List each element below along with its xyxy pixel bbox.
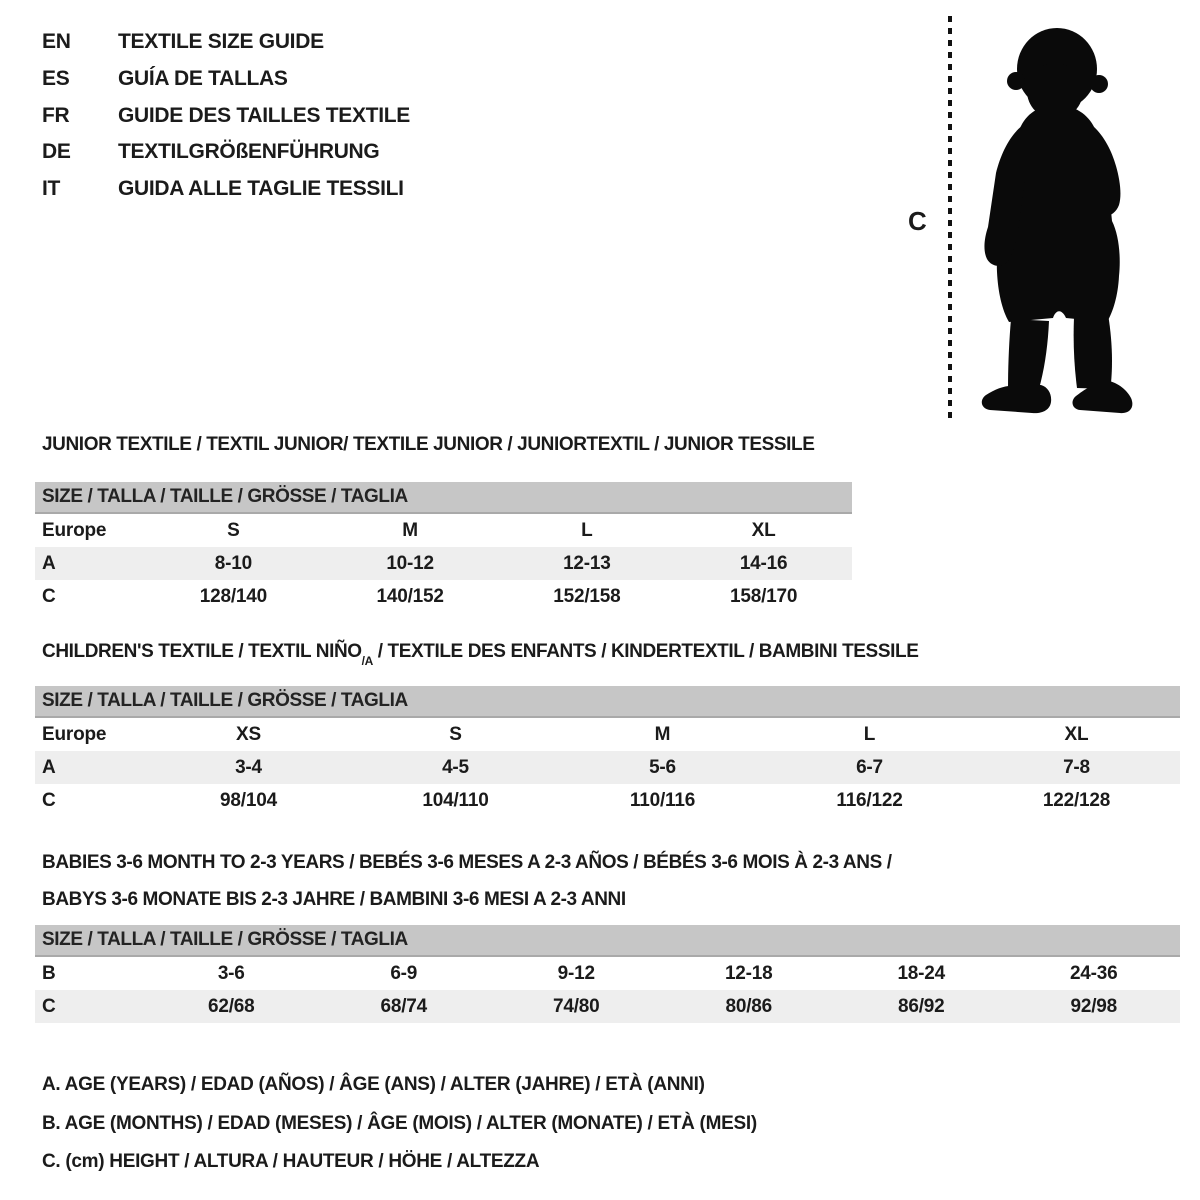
measurement-legend — [42, 1066, 757, 1182]
table-row-height-cm — [35, 784, 1180, 817]
age-cell: 14-16 — [739, 553, 788, 574]
age-cell: 3-6 — [217, 963, 245, 984]
babies-title-line2: BABYS 3-6 MONATE BIS 2-3 JAHRE / BAMBINI 3-6 MESI A 2-3 ANNI — [42, 888, 626, 910]
height-measure-label: C — [908, 206, 927, 236]
junior-section-title: JUNIOR TEXTILE / TEXTIL JUNIOR/ TEXTILE JUNIOR / JUNIORTEXTIL / JUNIOR TESSILE — [42, 434, 815, 455]
height-cell: 152/158 — [553, 586, 621, 607]
lang-code: EN — [42, 30, 71, 53]
language-title-list — [42, 24, 410, 208]
children-size-table — [35, 686, 1180, 817]
lang-code: FR — [42, 103, 70, 127]
legend-age-months: B. AGE (MONTHS) / EDAD (MESES) / ÂGE (MOIS) / ALTER (MONATE) / ETÀ (MESI) — [42, 1112, 757, 1134]
table-row-age-years — [35, 751, 1180, 784]
table-row-europe — [35, 514, 852, 547]
lang-row-de — [42, 134, 410, 171]
row-label: B — [42, 963, 56, 984]
height-cell: 62/68 — [207, 996, 255, 1017]
lang-code: DE — [42, 140, 71, 164]
age-cell: 10-12 — [386, 553, 434, 574]
legend-age-years: A. AGE (YEARS) / EDAD (AÑOS) / ÂGE (ANS) / ALTER (JAHRE) / ETÀ (ANNI) — [42, 1074, 705, 1095]
age-cell: 5-6 — [649, 757, 676, 778]
height-cell: 74/80 — [552, 996, 600, 1017]
size-cell: L — [863, 724, 876, 745]
row-label: C — [42, 996, 56, 1017]
size-cell: S — [449, 724, 462, 745]
row-label: A — [42, 757, 56, 778]
lang-row-es — [42, 61, 410, 98]
row-label: C — [42, 586, 56, 607]
table-row-europe — [35, 718, 1180, 751]
babies-size-table — [35, 925, 1180, 1023]
age-cell: 9-12 — [557, 963, 595, 984]
children-title-post: / TEXTILE DES ENFANTS / KINDERTEXTIL / BAMBINI TESSILE — [372, 641, 919, 662]
height-cell: 80/86 — [725, 996, 773, 1017]
lang-code: IT — [42, 177, 61, 201]
guide-title-fr: GUIDE DES TAILLES TEXTILE — [118, 103, 410, 127]
height-cell: 98/104 — [220, 790, 277, 811]
table-row-age-years — [35, 547, 852, 580]
lang-row-it — [42, 171, 410, 208]
size-cell: M — [654, 724, 671, 745]
height-cell: 158/170 — [729, 586, 798, 607]
age-cell: 3-4 — [235, 757, 262, 778]
children-section-title — [42, 641, 919, 668]
children-title-pre: CHILDREN'S TEXTILE / TEXTIL NIÑO — [42, 641, 362, 662]
lang-code: ES — [42, 66, 70, 90]
lang-row-fr — [42, 98, 410, 135]
height-cell: 116/122 — [836, 790, 903, 811]
height-cell: 86/92 — [897, 996, 945, 1017]
age-cell: 24-36 — [1069, 963, 1118, 984]
size-cell: XL — [1064, 724, 1089, 745]
age-cell: 12-18 — [724, 963, 773, 984]
babies-section-title — [42, 845, 892, 918]
guide-title-en: TEXTILE SIZE GUIDE — [118, 30, 324, 53]
guide-title-es: GUÍA DE TALLAS — [118, 66, 288, 90]
row-label: Europe — [42, 520, 107, 541]
age-cell: 4-5 — [442, 757, 469, 778]
size-cell: L — [581, 520, 593, 541]
guide-title-de: TEXTILGRÖßENFÜHRUNG — [118, 140, 380, 164]
table-row-age-months — [35, 957, 1180, 990]
height-cell: 110/116 — [629, 790, 696, 811]
height-cell: 122/128 — [1042, 790, 1111, 811]
table-row-height-cm — [35, 990, 1180, 1023]
age-cell: 12-13 — [563, 553, 611, 574]
children-title-sub: /A — [361, 653, 373, 668]
age-cell: 6-9 — [390, 963, 418, 984]
size-header-bar: SIZE / TALLA / TAILLE / GRÖSSE / TAGLIA — [35, 925, 1180, 957]
size-header-bar: SIZE / TALLA / TAILLE / GRÖSSE / TAGLIA — [35, 686, 1180, 718]
age-cell: 6-7 — [856, 757, 883, 778]
height-cell: 140/152 — [376, 586, 444, 607]
size-cell: XS — [236, 724, 261, 745]
age-cell: 7-8 — [1063, 757, 1090, 778]
row-label: C — [42, 790, 56, 811]
toddler-silhouette-icon — [962, 18, 1148, 420]
row-label: A — [42, 553, 56, 574]
row-label: Europe — [42, 724, 107, 745]
lang-row-en — [42, 24, 410, 61]
size-cell: S — [227, 520, 240, 541]
height-cell: 68/74 — [380, 996, 428, 1017]
size-cell: XL — [751, 520, 776, 541]
size-header-bar: SIZE / TALLA / TAILLE / GRÖSSE / TAGLIA — [35, 482, 852, 514]
guide-title-it: GUIDA ALLE TAGLIE TESSILI — [118, 177, 404, 201]
size-cell: M — [402, 520, 418, 541]
height-cell: 92/98 — [1070, 996, 1118, 1017]
height-cell: 128/140 — [199, 586, 268, 607]
height-measure-dashed-line — [948, 16, 952, 420]
table-row-height-cm — [35, 580, 852, 613]
legend-height-cm: C. (cm) HEIGHT / ALTURA / HAUTEUR / HÖHE / ALTEZZA — [42, 1151, 540, 1172]
age-cell: 8-10 — [214, 553, 252, 574]
junior-size-table — [35, 482, 852, 613]
height-cell: 104/110 — [422, 790, 489, 811]
babies-title-line1: BABIES 3-6 MONTH TO 2-3 YEARS / BEBÉS 3-6 MESES A 2-3 AÑOS / BÉBÉS 3-6 MOIS À 2-3 ANS / — [42, 852, 892, 873]
age-cell: 18-24 — [897, 963, 946, 984]
